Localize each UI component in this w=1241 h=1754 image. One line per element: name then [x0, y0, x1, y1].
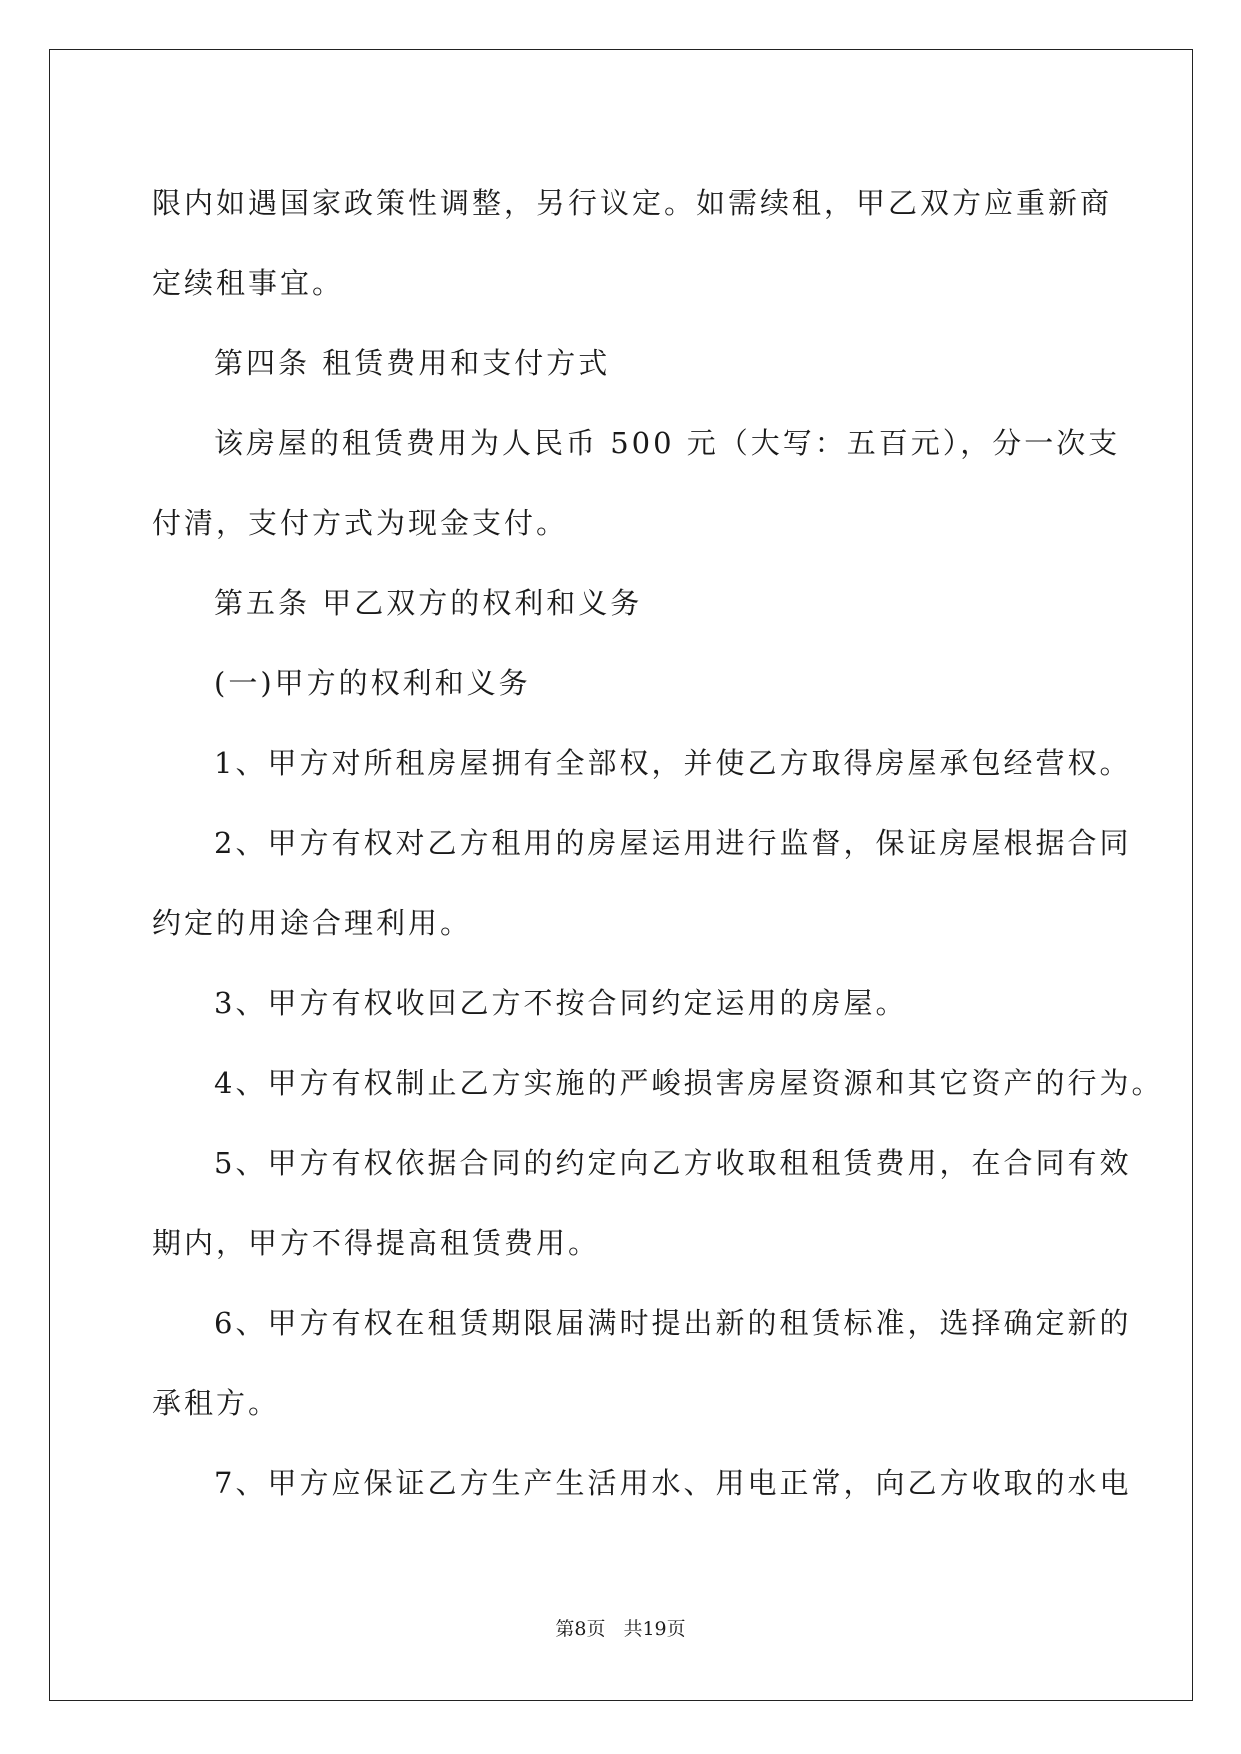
paragraph-line: 约定的用途合理利用。	[152, 906, 473, 940]
page-footer	[0, 1614, 1241, 1641]
list-item: 2、甲方有权对乙方租用的房屋运用进行监督，保证房屋根据合同	[214, 826, 1132, 860]
list-item: 5、甲方有权依据合同的约定向乙方收取租租赁费用，在合同有效	[214, 1146, 1132, 1180]
total-page-count: 共19页	[623, 1618, 686, 1640]
paragraph-line: 定续租事宜。	[152, 266, 345, 300]
paragraph-line: 承租方。	[152, 1386, 281, 1420]
paragraph-line: 期内，甲方不得提高租赁费用。	[152, 1226, 601, 1260]
list-item: 1、甲方对所租房屋拥有全部权，并使乙方取得房屋承包经营权。	[214, 746, 1132, 780]
section-heading: 第四条 租赁费用和支付方式	[214, 346, 611, 380]
document-body	[152, 163, 1164, 1523]
list-item: 3、甲方有权收回乙方不按合同约定运用的房屋。	[214, 986, 908, 1020]
section-heading: 第五条 甲乙双方的权利和义务	[214, 586, 643, 620]
list-item: 7、甲方应保证乙方生产生活用水、用电正常，向乙方收取的水电	[214, 1466, 1132, 1500]
paragraph-line: 该房屋的租赁费用为人民币 500 元（大写：五百元），分一次支	[214, 426, 1121, 460]
current-page-number: 第8页	[555, 1618, 606, 1640]
list-item: 4、甲方有权制止乙方实施的严峻损害房屋资源和其它资产的行为。	[214, 1066, 1164, 1100]
list-item: 6、甲方有权在租赁期限届满时提出新的租赁标准，选择确定新的	[214, 1306, 1132, 1340]
subsection-heading: (一)甲方的权利和义务	[214, 666, 531, 700]
paragraph-line: 限内如遇国家政策性调整，另行议定。如需续租，甲乙双方应重新商	[152, 186, 1113, 220]
paragraph-line: 付清，支付方式为现金支付。	[152, 506, 569, 540]
